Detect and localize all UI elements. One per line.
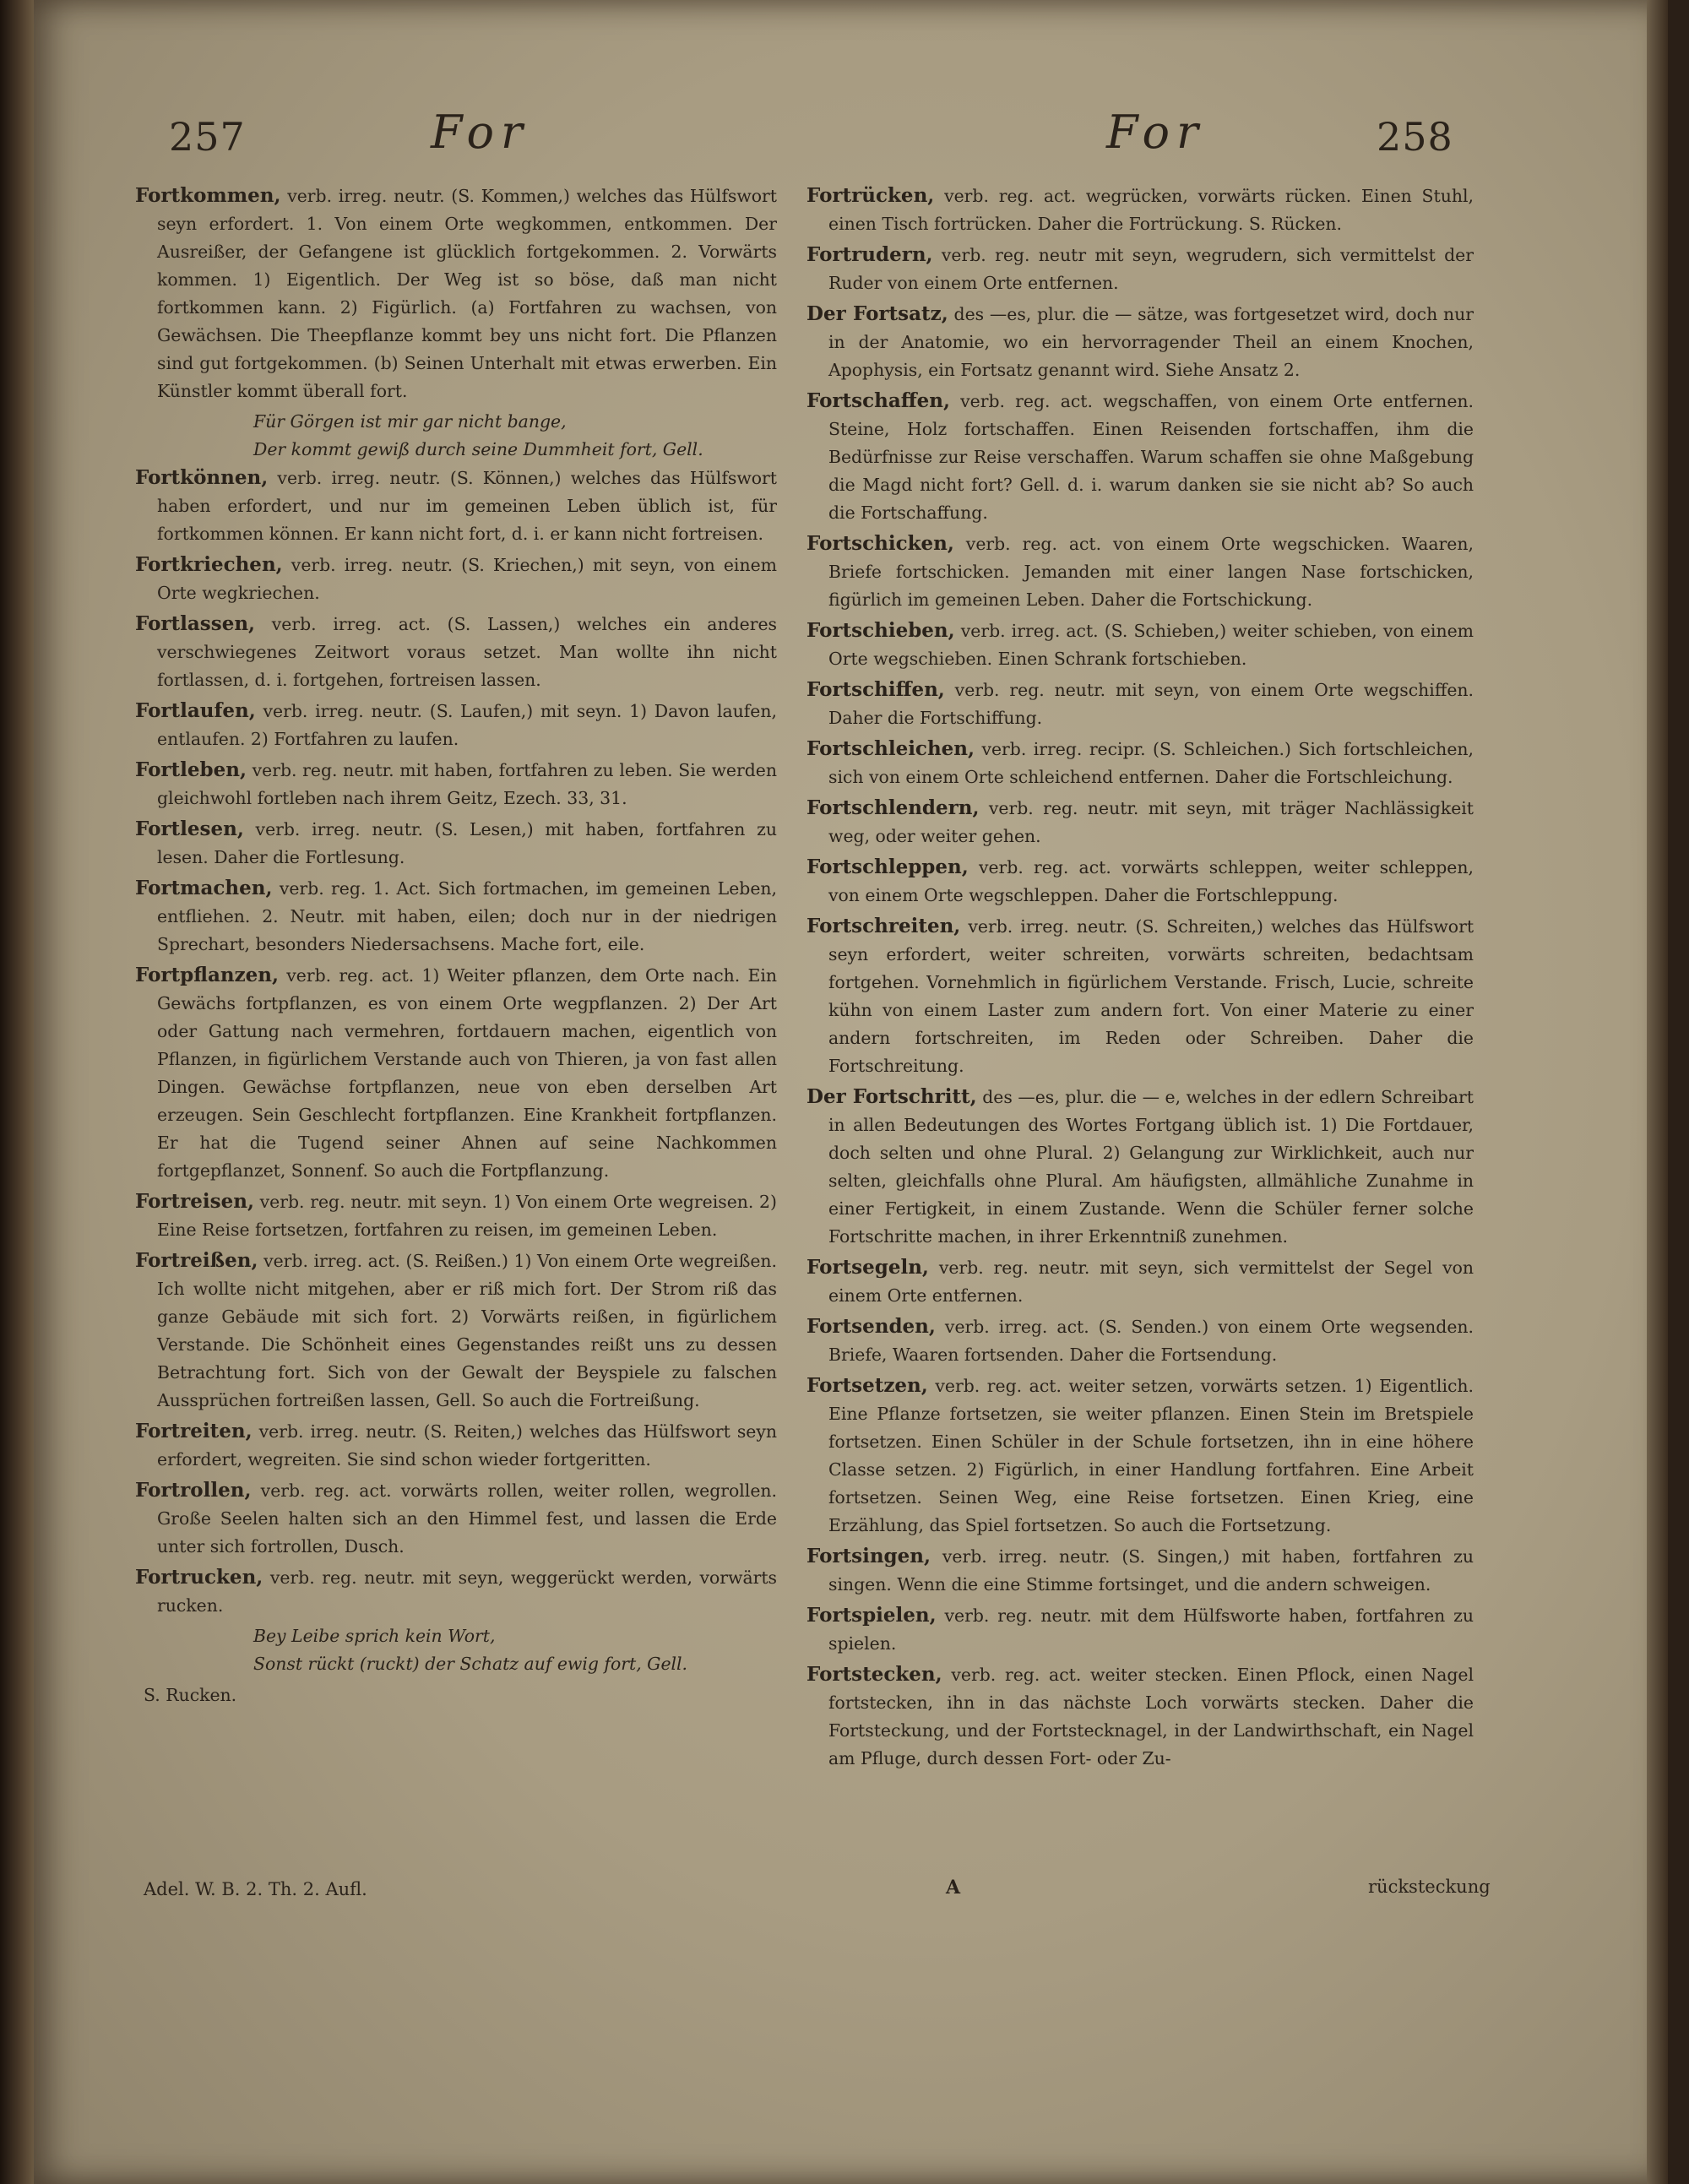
dictionary-entry: [806, 735, 1474, 791]
dictionary-entry: [135, 756, 777, 812]
entry-lemma: Fortschiffen,: [806, 678, 945, 701]
entry-lemma: Fortkommen,: [135, 184, 281, 207]
dictionary-entry: [135, 815, 777, 872]
catchword: rücksteckung: [1368, 1877, 1491, 1897]
entry-text: des —es, plur. die — e, welches in der edlern Schreibart in allen Bedeutungen des Wortes Fortgang üblich ist. 1) Die Fortdauer, doch selten und ohne Plural. 2) Gelangung zur Wirklichkeit, auch nur selten, gleichfalls ohne Plural. Am häufigsten, allmähliche Zunahme in einer Fertigkeit, in einem Zustande. Wenn die Schüler ferner solche Fortschritte machen, in ihrer Erkenntniß zunehmen.: [828, 1087, 1474, 1247]
dictionary-entry: [806, 1660, 1474, 1773]
entry-text: verb. irreg. neutr. (S. Reiten,) welches das Hülfswort seyn erfordert, wegreiten. Sie sind schon wieder fortgeritten.: [157, 1421, 778, 1470]
entry-text: verb. reg. neutr. mit seyn, von einem Orte wegschiffen. Daher die Fortschiffung.: [828, 680, 1474, 728]
entry-lemma: Fortmachen,: [135, 877, 273, 899]
entry-lemma: Fortreiten,: [135, 1420, 253, 1442]
entry-lemma: Fortlassen,: [135, 612, 256, 635]
entry-lemma: Fortschlendern,: [806, 796, 980, 819]
entry-lemma: Fortschleichen,: [806, 737, 975, 760]
dictionary-entry: [806, 853, 1474, 910]
dictionary-entry: [806, 912, 1474, 1080]
entry-lemma: Der Fortschritt,: [806, 1085, 977, 1108]
entry-text: verb. reg. act. weiter stecken. Einen Pflock, einen Nagel fortstecken, ihn in das nächste Loch vorwärts stecken. Daher die Fortsteckung, und der Fortstecknagel, in der Landwirthschaft, ein Nagel am Pfluge, durch dessen Fort- oder Zu-: [828, 1665, 1474, 1768]
dictionary-entry: [135, 1563, 777, 1620]
entry-text: verb. irreg. neutr. (S. Laufen,) mit seyn. 1) Davon laufen, entlaufen. 2) Fortfahren zu laufen.: [157, 701, 777, 749]
entry-lemma: Fortsenden,: [806, 1315, 936, 1338]
entry-lemma: Fortrudern,: [806, 243, 933, 266]
quote-line: Für Görgen ist mir gar nicht bange,: [253, 411, 567, 432]
dictionary-entry: [806, 1542, 1474, 1599]
entry-lemma: Fortschicken,: [806, 532, 954, 555]
entry-lemma: Fortkriechen,: [135, 553, 283, 576]
entry-lemma: Fortrucken,: [135, 1566, 263, 1589]
dictionary-entry: [135, 1247, 777, 1415]
dictionary-entry: [806, 530, 1474, 614]
entry-lemma: Fortstecken,: [806, 1663, 942, 1686]
entry-lemma: Fortsetzen,: [806, 1374, 928, 1397]
right-running-head: For: [1106, 106, 1205, 159]
cross-reference: S. Rucken.: [144, 1685, 237, 1705]
book-spine-edge: [0, 0, 34, 2184]
volume-signature: Adel. W. B. 2. Th. 2. Aufl.: [144, 1879, 367, 1899]
entry-text: verb. reg. neutr. mit seyn, weggerückt werden, vorwärts rucken.: [157, 1567, 778, 1616]
quote-line: Bey Leibe sprich kein Wort,: [253, 1626, 496, 1646]
entry-lemma: Fortlaufen,: [135, 699, 256, 722]
entry-text: verb. irreg. neutr. (S. Können,) welches das Hülfswort haben erfordert, und nur im gemeinen Leben üblich ist, für fortkommen können. Er kann nicht fort, d. i. er kann nicht fortreisen.: [157, 468, 777, 544]
dictionary-entry: [135, 610, 777, 694]
entry-text: verb. reg. act. vorwärts rollen, weiter rollen, wegrollen. Große Seelen halten sich an den Himmel fest, und lassen die Erde unter sich fortrollen, Dusch.: [157, 1480, 777, 1557]
entry-text: verb. irreg. recipr. (S. Schleichen.) Sich fortschleichen, sich von einem Orte schleichend entfernen. Daher die Fortschleichung.: [828, 739, 1474, 787]
entry-text: verb. irreg. act. (S. Senden.) von einem Orte wegsenden. Briefe, Waaren fortsenden. Daher die Fortsendung.: [828, 1317, 1474, 1365]
dictionary-entry: [806, 1253, 1474, 1310]
printer-signature-mark: A: [946, 1877, 961, 1899]
entry-text: verb. reg. neutr. mit dem Hülfsworte haben, fortfahren zu spielen.: [828, 1605, 1474, 1654]
dictionary-entry: [135, 1187, 777, 1244]
entry-text: verb. reg. act. wegschaffen, von einem Orte entfernen. Steine, Holz fortschaffen. Einen Reisenden fortschaffen, ihm die Bedürfnisse zur Reise verschaffen. Warum schaffen sie ohne Maßgebung die Magd nicht fort? Gell. d. i. warum danken sie sie nicht ab? So auch die Fortschaffung.: [828, 391, 1474, 523]
entry-text: des —es, plur. die — sätze, was fortgesetzet wird, doch nur in der Anatomie, wo ein hervorragender Theil an einem Knochen, Apophysis, ein Fortsatz genannt wird. Siehe Ansatz 2.: [828, 304, 1474, 380]
dictionary-entry: [806, 387, 1474, 527]
entry-lemma: Fortreisen,: [135, 1190, 254, 1213]
left-page-number: 257: [169, 114, 246, 160]
right-page-number: 258: [1377, 114, 1453, 160]
left-column: [135, 182, 777, 1709]
page-right-edge: [1647, 0, 1668, 2184]
quote-line: Sonst rückt (ruckt) der Schatz auf ewig fort, Gell.: [253, 1654, 688, 1674]
entry-text: verb. irreg. act. (S. Reißen.) 1) Von einem Orte wegreißen. Ich wollte nicht mitgehen, aber er riß mich fort. Der Strom riß das ganze Gebäude mit sich fort. 2) Vorwärts reißen, in figürlichem Verstande. Die Schönheit eines Gegenstandes reißt uns zu dessen Betrachtung fort. Sich von der Gewalt der Beyspiele zu falschen Aussprüchen fortreißen lassen, Gell. So auch die Fortreißung.: [157, 1251, 778, 1410]
dictionary-entry: [806, 300, 1474, 384]
dictionary-entry: [135, 874, 777, 959]
entry-text: verb. irreg. neutr. (S. Schreiten,) welches das Hülfswort seyn erfordert, weiter schreiten, vorwärts schreiten, bedachtsam fortgehen. Vornehmlich in figürlichem Verstande. Frisch, Lucie, schreite kühn von einem Laster zum andern fort. Von einer Materie zu einer andern fortschreiten, im Reden oder Schreiben. Daher die Fortschreitung.: [828, 916, 1474, 1076]
entry-lemma: Fortpflanzen,: [135, 964, 280, 986]
dictionary-entry: [806, 1312, 1474, 1369]
entry-lemma: Der Fortsatz,: [806, 302, 948, 325]
entry-lemma: Fortleben,: [135, 758, 247, 781]
entry-lemma: Fortschreiten,: [806, 915, 961, 937]
entry-text: verb. reg. act. weiter setzen, vorwärts setzen. 1) Eigentlich. Eine Pflanze fortsetzen, sie weiter pflanzen. Einen Stein im Bretspiele fortsetzen. Einen Schüler in der Schule fortsetzen, ihn in eine höhere Classe setzen. 2) Figürlich, in einer Handlung fortfahren. Eine Arbeit fortsetzen. Seinen Weg, eine Reise fortsetzen. Einen Krieg, eine Erzählung, das Spiel fortsetzen. So auch die Fortsetzung.: [828, 1376, 1474, 1535]
dictionary-entry: [135, 1476, 777, 1561]
dictionary-entry: [135, 464, 777, 548]
entry-text: verb. irreg. neutr. (S. Kommen,) welches das Hülfswort seyn erfordert. 1. Von einem Orte wegkommen, entkommen. Der Ausreißer, der Gefangene ist glücklich fortgekommen. 2. Vorwärts kommen. 1) Eigentlich. Der Weg ist so böse, daß man nicht fortkommen kann. 2) Figürlich. (a) Fortfahren zu wachsen, von Gewächsen. Die Theepflanze kommt bey uns nicht fort. Die Pflanzen sind gut fortgekommen. (b) Seinen Unterhalt mit etwas erwerben. Ein Künstler kommt überall fort.: [157, 186, 777, 401]
dictionary-entry: [806, 1372, 1474, 1540]
entry-text: verb. reg. act. vorwärts schleppen, weiter schleppen, von einem Orte wegschleppen. Daher die Fortschleppung.: [828, 857, 1474, 905]
entry-lemma: Fortrücken,: [806, 184, 935, 207]
dictionary-entry: [806, 1601, 1474, 1658]
quote-line: Der kommt gewiß durch seine Dummheit fort, Gell.: [253, 439, 703, 459]
entry-text: verb. irreg. act. (S. Schieben,) weiter schieben, von einem Orte wegschieben. Einen Schrank fortschieben.: [828, 621, 1474, 669]
left-running-head: For: [431, 106, 530, 159]
entry-lemma: Fortlesen,: [135, 818, 244, 840]
dictionary-entry: [135, 182, 777, 405]
entry-text: verb. reg. 1. Act. Sich fortmachen, im gemeinen Leben, entfliehen. 2. Neutr. mit haben, eilen; doch nur in der niedrigen Sprechart, besonders Niedersachsens. Mache fort, eile.: [157, 878, 778, 954]
dictionary-entry: [806, 676, 1474, 732]
dictionary-entry: [806, 182, 1474, 238]
dictionary-entry: [806, 794, 1474, 850]
dictionary-entry: [135, 551, 777, 607]
entry-lemma: Fortkönnen,: [135, 466, 269, 489]
entry-text: verb. irreg. neutr. (S. Lesen,) mit haben, fortfahren zu lesen. Daher die Fortlesung.: [157, 819, 777, 867]
entry-lemma: Fortsegeln,: [806, 1256, 929, 1279]
entry-lemma: Fortreißen,: [135, 1249, 258, 1272]
entry-lemma: Fortsingen,: [806, 1545, 931, 1567]
dictionary-entry: [135, 1417, 777, 1474]
entry-text: verb. reg. neutr mit seyn, wegrudern, sich vermittelst der Ruder von einem Orte entfernen.: [828, 245, 1474, 293]
dictionary-entry: [806, 1083, 1474, 1251]
entry-text: verb. reg. neutr. mit seyn. 1) Von einem Orte wegreisen. 2) Eine Reise fortsetzen, fortfahren zu reisen, im gemeinen Leben.: [157, 1192, 777, 1240]
dictionary-entry: [806, 617, 1474, 673]
entry-text: verb. reg. act. 1) Weiter pflanzen, dem Orte nach. Ein Gewächs fortpflanzen, es von einem Orte wegpflanzen. 2) Der Art oder Gattung nach vermehren, fortdauern machen, eigentlich von Pflanzen, in figürlichem Verstande auch von Thieren, ja von fast allen Dingen. Gewächse fortpflanzen, neue von eben derselben Art erzeugen. Sein Geschlecht fortpflanzen. Eine Krankheit fortpflanzen. Er hat die Tugend seiner Ahnen auf seine Nachkommen fortgepflanzet, Sonnenf. So auch die Fortpflanzung.: [157, 965, 777, 1181]
entry-text: verb. reg. act. wegrücken, vorwärts rücken. Einen Stuhl, einen Tisch fortrücken. Daher die Fortrückung. S. Rücken.: [828, 186, 1474, 234]
book-page-spread: [34, 0, 1668, 2184]
dictionary-entry: [135, 697, 777, 753]
entry-text: verb. reg. neutr. mit seyn, sich vermittelst der Segel von einem Orte entfernen.: [828, 1258, 1474, 1306]
entry-lemma: Fortschleppen,: [806, 856, 969, 878]
entry-lemma: Fortrollen,: [135, 1479, 252, 1502]
entry-text: verb. irreg. neutr. (S. Kriechen,) mit seyn, von einem Orte wegkriechen.: [157, 555, 777, 603]
entry-text: verb. reg. act. von einem Orte wegschicken. Waaren, Briefe fortschicken. Jemanden mit einer langen Nase fortschicken, figürlich im gemeinen Leben. Daher die Fortschickung.: [828, 534, 1474, 610]
dictionary-entry: [135, 961, 777, 1185]
entry-lemma: Fortspielen,: [806, 1604, 937, 1627]
entry-lemma: Fortschaffen,: [806, 389, 950, 412]
entry-text: verb. irreg. act. (S. Lassen,) welches ein anderes verschwiegenes Zeitwort voraus setzet. Man wollte ihn nicht fortlassen, d. i. fortgehen, fortreisen lassen.: [157, 614, 777, 690]
entry-text: verb. irreg. neutr. (S. Singen,) mit haben, fortfahren zu singen. Wenn die eine Stimme fortsinget, und die andern schweigen.: [828, 1546, 1474, 1595]
entry-text: verb. reg. neutr. mit haben, fortfahren zu leben. Sie werden gleichwohl fortleben nach ihrem Geitz, Ezech. 33, 31.: [157, 760, 777, 808]
dictionary-entry: [806, 241, 1474, 297]
entry-text: verb. reg. neutr. mit seyn, mit träger Nachlässigkeit weg, oder weiter gehen.: [828, 798, 1474, 846]
entry-lemma: Fortschieben,: [806, 619, 955, 642]
right-column: [806, 182, 1474, 1775]
